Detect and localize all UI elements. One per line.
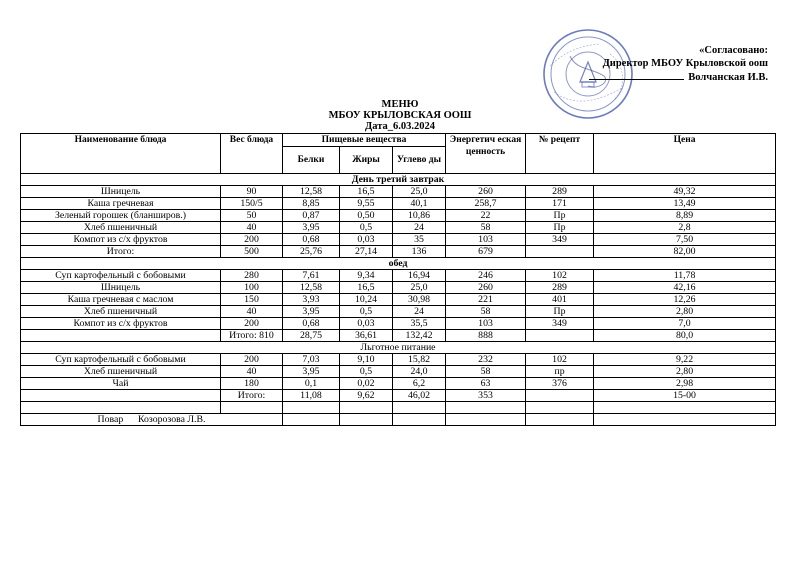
table-row [21,282,776,294]
blank-cell [393,402,446,414]
lunch-dish-protein: 0,68 [283,318,340,330]
lgot-dish-protein: 3,95 [283,366,340,378]
lunch-dish-carbs: 24 [393,306,446,318]
lgot-dish-fat: 9,10 [340,354,393,366]
breakfast-total-fat: 27,14 [340,246,393,258]
breakfast-dish-carbs: 10,86 [393,210,446,222]
lunch-dish-price: 42,16 [594,282,776,294]
menu-table [20,133,776,426]
lunch-total-spacer [21,330,221,342]
lgot-total-carbs: 46,02 [393,390,446,402]
breakfast-dish-name: Зеленый горошек (бланширов.) [21,210,221,222]
table-row [21,198,776,210]
lunch-dish-weight: 200 [221,318,283,330]
table-row [21,318,776,330]
breakfast-dish-recipe: 289 [526,186,594,198]
blank-cell [446,414,526,426]
breakfast-dish-protein: 8,85 [283,198,340,210]
breakfast-total-recipe [526,246,594,258]
breakfast-dish-fat: 0,50 [340,210,393,222]
breakfast-total-weight: 500 [221,246,283,258]
breakfast-dish-price: 7,50 [594,234,776,246]
breakfast-total-energy: 679 [446,246,526,258]
signature-line [589,70,684,80]
lunch-dish-weight: 40 [221,306,283,318]
lunch-dish-energy: 58 [446,306,526,318]
lunch-dish-fat: 10,24 [340,294,393,306]
breakfast-dish-recipe: Пр [526,210,594,222]
lgot-dish-energy: 232 [446,354,526,366]
lgot-dish-protein: 0,1 [283,378,340,390]
lgot-dish-recipe: 376 [526,378,594,390]
breakfast-total-row [21,246,776,258]
breakfast-dish-energy: 258,7 [446,198,526,210]
table-row [21,210,776,222]
lunch-dish-recipe: 349 [526,318,594,330]
approval-signatory-name: Волчанская И.В. [688,72,768,83]
breakfast-dish-weight: 150/5 [221,198,283,210]
col-header-price: Цена [594,134,776,174]
blank-row [21,402,776,414]
lgot-total-row [21,390,776,402]
lgot-dish-price: 9,22 [594,354,776,366]
lunch-dish-name: Хлеб пшеничный [21,306,221,318]
approval-block [589,44,768,84]
breakfast-dish-name: Шницель [21,186,221,198]
menu-table-body [21,174,776,426]
lunch-dish-name: Компот из с/х фруктов [21,318,221,330]
lgot-dish-carbs: 6,2 [393,378,446,390]
lunch-dish-price: 7,0 [594,318,776,330]
breakfast-dish-fat: 0,5 [340,222,393,234]
lgot-dish-name: Чай [21,378,221,390]
section-lunch: обед [21,258,776,270]
lunch-dish-energy: 246 [446,270,526,282]
blank-cell [446,402,526,414]
lunch-dish-fat: 0,03 [340,318,393,330]
breakfast-dish-price: 8,89 [594,210,776,222]
lgot-dish-energy: 63 [446,378,526,390]
breakfast-dish-recipe: Пр [526,222,594,234]
blank-cell [340,402,393,414]
table-row [21,378,776,390]
blank-cell [340,414,393,426]
breakfast-dish-fat: 9,55 [340,198,393,210]
cook-label: Повар [97,413,124,425]
blank-cell [283,402,340,414]
lunch-dish-weight: 150 [221,294,283,306]
breakfast-dish-carbs: 40,1 [393,198,446,210]
lunch-dish-price: 11,78 [594,270,776,282]
blank-cell [594,402,776,414]
col-header-fat: Жиры [340,147,393,174]
breakfast-dish-weight: 40 [221,222,283,234]
lunch-dish-name: Суп картофельный с бобовыми [21,270,221,282]
lunch-dish-name: Шницель [21,282,221,294]
section-lgot: Льготное питание [21,342,776,354]
lgot-dish-weight: 200 [221,354,283,366]
lunch-total-carbs: 132,42 [393,330,446,342]
lunch-total-recipe [526,330,594,342]
table-row [21,270,776,282]
lgot-dish-protein: 7,03 [283,354,340,366]
approval-title: «Согласовано: [699,45,768,56]
breakfast-dish-energy: 58 [446,222,526,234]
lunch-dish-carbs: 30,98 [393,294,446,306]
menu-title: МЕНЮ [381,99,419,110]
lunch-dish-price: 12,26 [594,294,776,306]
breakfast-dish-price: 2,8 [594,222,776,234]
lgot-total-fat: 9,62 [340,390,393,402]
cook-name: Козорозова Л.В. [137,413,206,425]
blank-cell [221,402,283,414]
lgot-total-recipe [526,390,594,402]
breakfast-dish-weight: 50 [221,210,283,222]
cook-row [21,414,776,426]
table-row [21,222,776,234]
lunch-dish-fat: 16,5 [340,282,393,294]
lunch-dish-weight: 280 [221,270,283,282]
lunch-dish-recipe: 289 [526,282,594,294]
lgot-dish-carbs: 15,82 [393,354,446,366]
breakfast-total-label: Итого: [21,246,221,258]
breakfast-total-price: 82,00 [594,246,776,258]
section-breakfast-row [21,174,776,186]
section-lgot-row [21,342,776,354]
blank-cell [283,414,340,426]
lgot-total-protein: 11,08 [283,390,340,402]
lgot-dish-price: 2,80 [594,366,776,378]
lgot-dish-name: Хлеб пшеничный [21,366,221,378]
breakfast-dish-name: Хлеб пшеничный [21,222,221,234]
breakfast-dish-fat: 16,5 [340,186,393,198]
col-header-energy: Энергетич еская ценность [446,134,526,174]
breakfast-dish-energy: 103 [446,234,526,246]
lgot-dish-carbs: 24,0 [393,366,446,378]
table-row [21,366,776,378]
lunch-dish-name: Каша гречневая с маслом [21,294,221,306]
lunch-dish-energy: 260 [446,282,526,294]
lunch-dish-fat: 9,34 [340,270,393,282]
col-header-weight: Вес блюда [221,134,283,174]
lunch-dish-recipe: Пр [526,306,594,318]
breakfast-dish-energy: 260 [446,186,526,198]
breakfast-dish-price: 13,49 [594,198,776,210]
lunch-dish-protein: 3,95 [283,306,340,318]
lunch-total-row [21,330,776,342]
lunch-total-label: Итого: 810 [221,330,283,342]
breakfast-dish-carbs: 25,0 [393,186,446,198]
section-lunch-row [21,258,776,270]
breakfast-dish-carbs: 24 [393,222,446,234]
breakfast-dish-name: Каша гречневая [21,198,221,210]
lunch-total-price: 80,0 [594,330,776,342]
breakfast-dish-protein: 12,58 [283,186,340,198]
lgot-dish-fat: 0,5 [340,366,393,378]
breakfast-dish-recipe: 171 [526,198,594,210]
col-header-recipe: № рецепт [526,134,594,174]
table-row [21,186,776,198]
lgot-dish-price: 2,98 [594,378,776,390]
breakfast-dish-fat: 0,03 [340,234,393,246]
breakfast-dish-weight: 200 [221,234,283,246]
lgot-dish-recipe: пр [526,366,594,378]
lunch-dish-protein: 3,93 [283,294,340,306]
lgot-total-label: Итого: [221,390,283,402]
table-row [21,234,776,246]
lunch-dish-protein: 7,61 [283,270,340,282]
lgot-dish-name: Суп картофельный с бобовыми [21,354,221,366]
lgot-dish-recipe: 102 [526,354,594,366]
breakfast-dish-weight: 90 [221,186,283,198]
lunch-dish-protein: 12,58 [283,282,340,294]
breakfast-dish-price: 49,32 [594,186,776,198]
lunch-dish-energy: 103 [446,318,526,330]
breakfast-dish-name: Компот из с/х фруктов [21,234,221,246]
approval-signatory [589,70,768,84]
lunch-dish-recipe: 401 [526,294,594,306]
lgot-dish-fat: 0,02 [340,378,393,390]
cook-cell [21,414,283,426]
lunch-total-fat: 36,61 [340,330,393,342]
breakfast-dish-carbs: 35 [393,234,446,246]
blank-cell [526,402,594,414]
lunch-dish-carbs: 35,5 [393,318,446,330]
lunch-dish-weight: 100 [221,282,283,294]
lgot-total-spacer [21,390,221,402]
breakfast-total-protein: 25,76 [283,246,340,258]
col-header-carbs: Углево ды [393,147,446,174]
menu-header [0,99,800,132]
school-name: МБОУ КРЫЛОВСКАЯ ООШ [328,110,472,121]
blank-cell [393,414,446,426]
breakfast-dish-protein: 3,95 [283,222,340,234]
blank-cell [594,414,776,426]
breakfast-dish-recipe: 349 [526,234,594,246]
lunch-dish-fat: 0,5 [340,306,393,318]
blank-cell [21,402,221,414]
lgot-total-energy: 353 [446,390,526,402]
table-row [21,294,776,306]
section-breakfast: День третий завтрак [21,174,776,186]
col-header-nutrients: Пищевые вещества [283,134,446,147]
lunch-dish-recipe: 102 [526,270,594,282]
breakfast-dish-protein: 0,87 [283,210,340,222]
breakfast-dish-protein: 0,68 [283,234,340,246]
lunch-dish-carbs: 25,0 [393,282,446,294]
lgot-total-price: 15-00 [594,390,776,402]
lunch-total-protein: 28,75 [283,330,340,342]
col-header-name: Наименование блюда [21,134,221,174]
col-header-protein: Белки [283,147,340,174]
lgot-dish-weight: 40 [221,366,283,378]
table-row [21,306,776,318]
lunch-dish-price: 2,80 [594,306,776,318]
lunch-dish-energy: 221 [446,294,526,306]
lgot-dish-weight: 180 [221,378,283,390]
menu-date: Дата_6.03.2024 [365,121,435,132]
approval-position: Директор МБОУ Крыловской оош [602,58,768,69]
breakfast-dish-energy: 22 [446,210,526,222]
blank-cell [526,414,594,426]
breakfast-total-carbs: 136 [393,246,446,258]
lgot-dish-energy: 58 [446,366,526,378]
lunch-total-energy: 888 [446,330,526,342]
lunch-dish-carbs: 16,94 [393,270,446,282]
table-row [21,354,776,366]
